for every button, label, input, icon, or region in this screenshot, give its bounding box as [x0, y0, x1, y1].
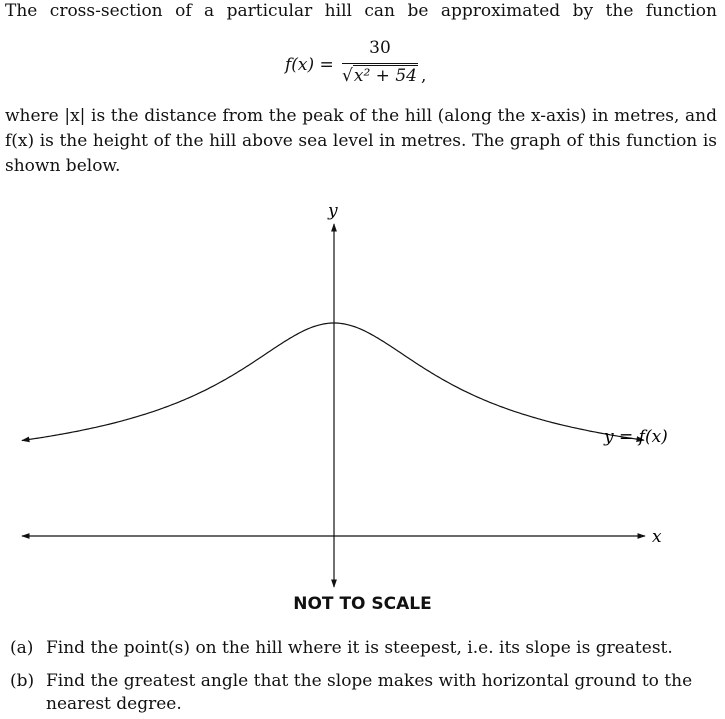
intro-line: The cross-section of a particular hill can be approximated by the function	[5, 1, 717, 21]
paragraph-line-1: where |x| is the distance from the peak of the hill (along the x-axis) in metres, and	[5, 106, 717, 126]
y-axis-label: y	[328, 201, 338, 221]
sqrt-sign-icon: √	[342, 66, 353, 86]
formula-radicand: x² + 54	[353, 66, 417, 86]
question-b-label: (b)	[10, 671, 35, 691]
formula-comma: ,	[421, 66, 427, 86]
question-b-text: Find the greatest angle that the slope makes with horizontal ground to the nearest degree.	[46, 671, 693, 714]
question-a	[10, 637, 710, 660]
paragraph-line-3: shown below.	[5, 156, 121, 176]
formula-numerator: 30	[369, 38, 391, 58]
x-axis-label: x	[652, 527, 662, 547]
hill-curve	[22, 323, 644, 441]
formula-lhs: f(x) =	[285, 55, 334, 75]
not-to-scale-note: NOT TO SCALE	[293, 594, 432, 614]
curve-label: y = f(x)	[604, 427, 668, 447]
question-a-label: (a)	[10, 638, 34, 658]
question-a-text: Find the point(s) on the hill where it is steepest, i.e. its slope is greatest.	[46, 638, 673, 658]
paragraph-line-2: f(x) is the height of the hill above sea level in metres. The graph of this function is	[5, 131, 717, 151]
question-b	[10, 670, 710, 716]
